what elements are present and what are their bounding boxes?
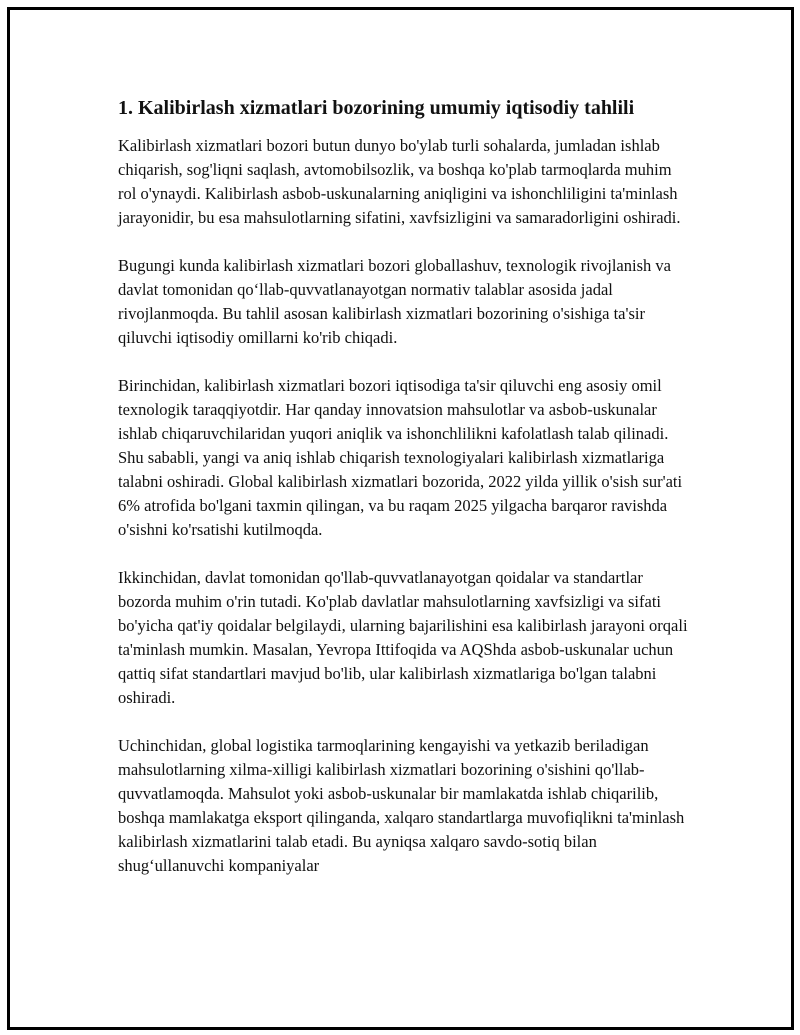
paragraph-intro: Kalibirlash xizmatlari bozori butun dunyo bo'ylab turli sohalarda, jumladan ishlab chiqarish, sog'liqni saqlash, avtomobilsozlik, va boshqa ko'plab tarmoqlarda muhim rol o'ynaydi. Kalibirlash asbob-uskunalarning aniqligini va ishonchliligini ta'minlash jarayonidir, bu esa mahsulotlarning sifatini, xavfsizligini va samaradorligini oshiradi. bbox=[118, 136, 681, 227]
paragraph-second-factor: Ikkinchidan, davlat tomonidan qo'llab-quvvatlanayotgan qoidalar va standartlar bozorda muhim o'rin tutadi. Ko'plab davlatlar mahsulotlarning xavfsizligi va sifati bo'yicha qat'iy qoidalar belgilaydi, ularning bajarilishini esa kalibirlash jarayoni orqali ta'minlash mumkin. Masalan, Yevropa Ittifoqida va AQShda asbob-uskunalar uchun qattiq sifat standartlari mavjud bo'lib, ular kalibirlash xizmatlariga bo'lgan talabni oshiradi. bbox=[118, 568, 688, 707]
paragraph-first-factor: Birinchidan, kalibirlash xizmatlari bozori iqtisodiga ta'sir qiluvchi eng asosiy omil texnologik taraqqiyotdir. Har qanday innovatsion mahsulotlar va asbob-uskunalar ishlab chiqaruvchilaridan yuqori aniqlik va ishonchlilikni kafolatlash talab qilinadi. Shu sababli, yangi va aniq ishlab chiqarish texnologiyalari kalibirlash xizmatlariga talabni oshiradi. Global kalibirlash xizmatlari bozorida, 2022 yilda yillik o'sish sur'ati 6% atrofida bo'lgani taxmin qilingan, va bu raqam 2025 yilgacha barqaror ravishda o'sishni ko'rsatishi kutilmoqda. bbox=[118, 376, 683, 539]
section-heading: 1. Kalibirlash xizmatlari bozorining umumiy iqtisodiy tahlili bbox=[118, 97, 635, 119]
document-body bbox=[118, 94, 688, 902]
paragraph-current-state: Bugungi kunda kalibirlash xizmatlari bozori globallashuv, texnologik rivojlanish va davlat tomonidan qo‘llab-quvvatlanayotgan normativ talablar asosida jadal rivojlanmoqda. Bu tahlil asosan kalibirlash xizmatlari bozorining o'sishiga ta'sir qiluvchi iqtisodiy omillarni ko'rib chiqadi. bbox=[118, 256, 671, 347]
paragraph-third-factor: Uchinchidan, global logistika tarmoqlarining kengayishi va yetkazib beriladigan mahsulotlarning xilma-xilligi kalibirlash xizmatlari bozorining o'sishini qo'llab-quvvatlamoqda. Mahsulot yoki asbob-uskunalar bir mamlakatda ishlab chiqarilib, boshqa mamlakatga eksport qilinganda, xalqaro standartlarga muvofiqlikni ta'minlash kalibirlash xizmatlarini talab etadi. Bu ayniqsa xalqaro savdo-sotiq bilan shug‘ullanuvchi kompaniyalar bbox=[118, 736, 685, 875]
